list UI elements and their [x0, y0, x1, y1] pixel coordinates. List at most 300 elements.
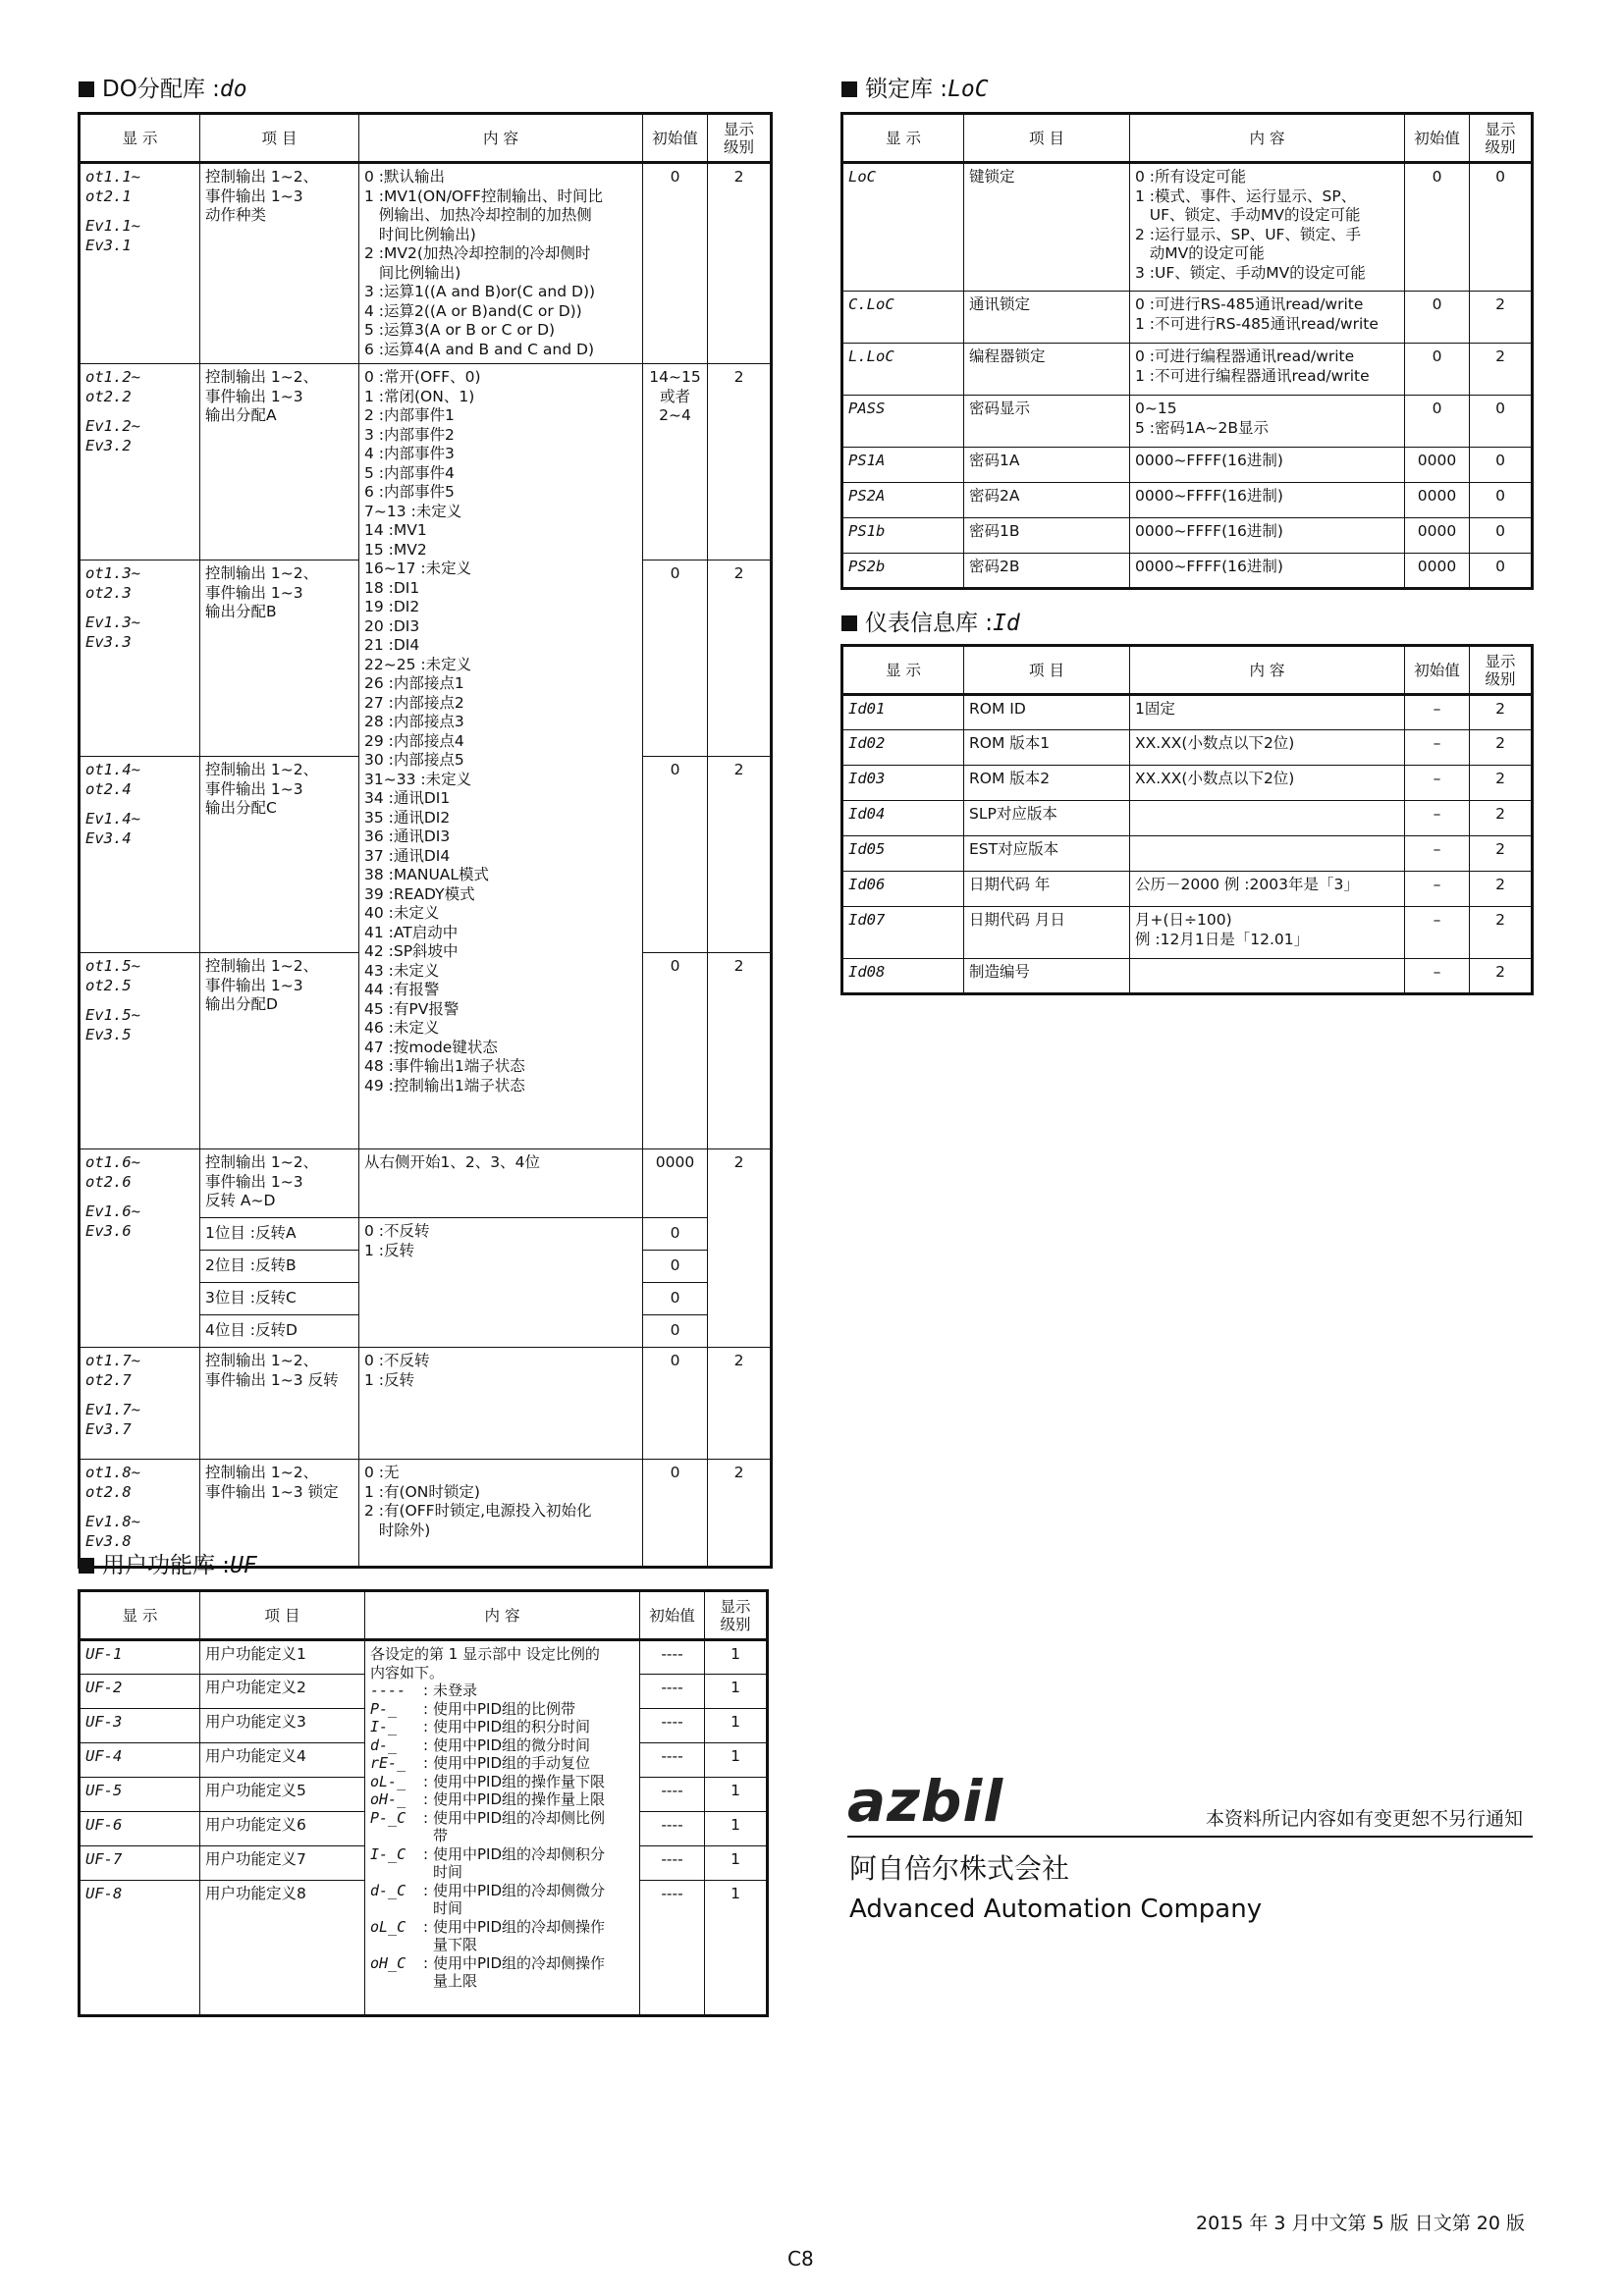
initial-cell: ----	[640, 1675, 705, 1709]
level-cell: 1	[705, 1675, 768, 1709]
square-bullet-icon	[79, 81, 94, 97]
display-code-cell	[80, 1149, 200, 1348]
item-cell: 制造编号	[964, 959, 1130, 994]
id-table	[840, 644, 1534, 995]
display-code: ot2.1	[85, 187, 132, 205]
text-line: 事件输出 1~3	[205, 387, 303, 405]
initial-cell: –	[1405, 872, 1470, 907]
item-cell: 3位目 :反转C	[200, 1283, 359, 1315]
colon: :	[423, 1735, 429, 1754]
table-row	[80, 364, 772, 561]
definition-item	[370, 1882, 634, 1918]
col-header-content: 内 容	[1130, 114, 1405, 163]
text-line: 39 :READY模式	[364, 884, 475, 903]
text-line: 使用中PID组的冷却侧操作	[433, 1953, 606, 1972]
level-cell: 2	[1470, 836, 1533, 872]
initial-cell: 0	[643, 561, 708, 757]
display-code: Ev3.4	[85, 828, 132, 847]
text-line: 7~13 :未定义	[364, 502, 462, 520]
display-code: ot1.4~	[85, 761, 140, 778]
item-cell: 编程器锁定	[964, 344, 1130, 396]
item-cell: 用户功能定义4	[200, 1743, 365, 1778]
text-line: 0 :无	[364, 1464, 400, 1481]
initial-cell: ----	[640, 1709, 705, 1743]
text-line: 控制输出 1~2、	[205, 1153, 319, 1171]
display-code: Ev1.7~	[85, 1401, 140, 1418]
level-cell: 2	[708, 561, 772, 757]
item-cell: ROM 版本2	[964, 766, 1130, 801]
loc-table	[840, 112, 1534, 590]
initial-cell: 0	[643, 163, 708, 364]
initial-cell: 0	[1405, 396, 1470, 448]
definition-text	[433, 1754, 590, 1773]
id-section-title: 仪表信息库 :Id	[841, 609, 1020, 638]
table-row	[842, 518, 1533, 554]
company-name-cn: 阿自倍尔株式会社	[849, 1852, 1070, 1885]
text-line: 0 :不反转	[364, 1222, 430, 1240]
item-cell: 密码2A	[964, 483, 1130, 518]
display-code: ot1.1~	[85, 168, 140, 186]
display-code: ot2.7	[85, 1370, 132, 1389]
initial-cell: 0	[643, 1348, 708, 1460]
text-line: 0000~FFFF(16进制)	[1135, 487, 1283, 505]
uf-section-title: 用户功能库 :UF	[79, 1551, 257, 1580]
text-line: 45 :有PV报警	[364, 999, 460, 1018]
display-code-cell	[80, 364, 200, 561]
content-cell	[359, 364, 643, 1149]
definition-symbol: oL-_	[370, 1772, 406, 1790]
divider	[847, 1836, 1533, 1838]
colon: :	[423, 1808, 429, 1827]
initial-cell: 0000	[1405, 518, 1470, 554]
content-cell	[365, 1640, 640, 2016]
initial-cell: –	[1405, 730, 1470, 766]
display-code-cell: UF-8	[80, 1881, 200, 2016]
col-header-initial: 初始值	[640, 1591, 705, 1640]
col-header-item: 项 目	[964, 114, 1130, 163]
definition-symbol: P-_	[370, 1699, 398, 1718]
table-row	[842, 907, 1533, 959]
text-line: 2 :MV2(加热冷却控制的冷却侧时	[364, 244, 591, 262]
square-bullet-icon	[841, 615, 857, 631]
text-line: 使用中PID组的手动复位	[433, 1754, 591, 1772]
level-cell: 2	[708, 1149, 772, 1348]
text-line: 事件输出 1~3 反转	[205, 1370, 339, 1389]
table-row	[842, 836, 1533, 872]
initial-cell: ----	[640, 1881, 705, 2016]
text-line: 例 :12月1日是「12.01」	[1135, 930, 1310, 948]
text-line: 19 :DI2	[364, 598, 420, 615]
text-line: 输出分配A	[205, 406, 277, 424]
item-cell: 密码1A	[964, 448, 1130, 483]
definition-text	[433, 1954, 605, 1991]
col-header-display: 显 示	[80, 114, 200, 163]
text-line: 20 :DI3	[364, 616, 420, 635]
level-cell: 2	[1470, 344, 1533, 396]
content-cell	[1130, 396, 1405, 448]
item-cell: 用户功能定义3	[200, 1709, 365, 1743]
definition-symbol: ----	[370, 1682, 406, 1699]
display-code: Ev3.8	[85, 1531, 132, 1550]
colon: :	[423, 1754, 429, 1772]
initial-cell: ----	[640, 1778, 705, 1812]
initial-cell: 0	[1405, 163, 1470, 292]
item-cell	[200, 163, 359, 364]
display-code: ot1.3~	[85, 564, 140, 582]
definition-text	[433, 1845, 605, 1882]
text-line: 34 :通讯DI1	[364, 789, 451, 807]
display-code: Ev1.2~	[85, 417, 140, 435]
text-line: 控制输出 1~2、	[205, 168, 319, 186]
initial-cell: 0000	[643, 1149, 708, 1218]
text-line: 时间	[433, 1863, 463, 1881]
level-cell: 0	[1470, 483, 1533, 518]
text-line: 未登录	[433, 1682, 478, 1699]
table-row	[842, 344, 1533, 396]
item-cell	[200, 757, 359, 953]
item-cell: 4位目 :反转D	[200, 1315, 359, 1348]
square-bullet-icon	[79, 1558, 94, 1574]
text-line: 1 :反转	[364, 1241, 415, 1259]
text-line: 控制输出 1~2、	[205, 1464, 319, 1481]
text-line: 14~15	[649, 368, 701, 386]
display-code: Ev1.4~	[85, 810, 140, 828]
text-line: 14 :MV1	[364, 521, 427, 539]
initial-cell: ----	[640, 1640, 705, 1675]
colon: :	[423, 1699, 429, 1718]
content-cell	[1130, 695, 1405, 730]
text-line: 控制输出 1~2、	[205, 957, 319, 975]
display-code: Ev1.1~	[85, 217, 140, 235]
initial-cell: 0000	[1405, 448, 1470, 483]
text-line: 16~17 :未定义	[364, 560, 472, 577]
level-cell: 2	[708, 1460, 772, 1568]
definition-symbol: P-_C	[370, 1808, 406, 1827]
text-line: 动作种类	[205, 206, 267, 224]
display-code-cell: UF-4	[80, 1743, 200, 1778]
text-line: 2 :内部事件1	[364, 406, 455, 424]
text-line: 时间	[433, 1899, 463, 1917]
level-cell: 0	[1470, 554, 1533, 589]
content-cell	[1130, 554, 1405, 589]
definition-item	[370, 1845, 634, 1882]
level-cell: 1	[705, 1881, 768, 2016]
display-code: ot1.8~	[85, 1464, 140, 1481]
text-line: 2 :运行显示、SP、UF、锁定、手	[1135, 225, 1361, 243]
azbil-logo: azbil	[847, 1768, 1004, 1835]
definition-item	[370, 1682, 634, 1700]
display-code-cell: PS2A	[842, 483, 964, 518]
table-row	[80, 163, 772, 364]
table-row	[842, 872, 1533, 907]
initial-cell: ----	[640, 1743, 705, 1778]
col-header-level: 显示级别	[705, 1591, 768, 1640]
display-code: ot1.7~	[85, 1352, 140, 1369]
text-line: 量下限	[433, 1936, 478, 1953]
col-header-level: 显示级别	[708, 114, 772, 163]
text-line: 27 :内部接点2	[364, 693, 464, 712]
colon: :	[423, 1790, 429, 1808]
text-line: 46 :未定义	[364, 1019, 440, 1037]
level-cell: 0	[1470, 518, 1533, 554]
text-line: 35 :通讯DI2	[364, 808, 451, 827]
text-line: 43 :未定义	[364, 961, 440, 980]
text-line: 各设定的第 1 显示部中 设定比例的	[370, 1645, 600, 1663]
display-code-cell: Id01	[842, 695, 964, 730]
level-cell: 2	[1470, 872, 1533, 907]
definition-text	[433, 1682, 477, 1700]
text-line: 18 :DI1	[364, 578, 420, 597]
display-code-cell: Id02	[842, 730, 964, 766]
text-line: 使用中PID组的操作量上限	[433, 1790, 606, 1808]
definition-symbol: rE-_	[370, 1754, 406, 1772]
col-header-item: 项 目	[200, 114, 359, 163]
text-line: 或者	[659, 387, 690, 405]
col-header-level: 显示级别	[1470, 646, 1533, 695]
initial-cell: –	[1405, 695, 1470, 730]
initial-cell: 0	[1405, 292, 1470, 344]
table-row	[80, 1149, 772, 1218]
display-code-cell: Id06	[842, 872, 964, 907]
company-name-en: Advanced Automation Company	[849, 1895, 1263, 1924]
display-code-cell: L.LoC	[842, 344, 964, 396]
text-line: 15 :MV2	[364, 540, 427, 559]
text-line: 49 :控制输出1端子状态	[364, 1076, 525, 1095]
text-line: 控制输出 1~2、	[205, 368, 319, 386]
text-line: 36 :通讯DI3	[364, 828, 451, 845]
text-line: 例输出、加热冷却控制的加热侧	[364, 206, 592, 224]
text-line: 控制输出 1~2、	[205, 761, 319, 778]
content-cell	[1130, 959, 1405, 994]
definition-symbol: I-_	[370, 1718, 398, 1735]
text-line: 2 :有(OFF时锁定,电源投入初始化	[364, 1502, 592, 1520]
text-line: 21 :DI4	[364, 636, 420, 654]
display-code-cell: PS1b	[842, 518, 964, 554]
level-cell: 1	[705, 1709, 768, 1743]
content-cell	[1130, 730, 1405, 766]
do-section-title: DO分配库 :do	[79, 75, 247, 104]
initial-cell: 0	[643, 1218, 708, 1251]
display-code: Ev3.6	[85, 1221, 132, 1240]
col-header-item: 项 目	[200, 1591, 365, 1640]
text-line: 44 :有报警	[364, 981, 440, 998]
col-header-display: 显 示	[842, 114, 964, 163]
text-line: 1 :有(ON时锁定)	[364, 1482, 480, 1501]
table-row	[842, 448, 1533, 483]
table-row	[842, 483, 1533, 518]
initial-cell: –	[1405, 836, 1470, 872]
item-cell: 键锁定	[964, 163, 1130, 292]
display-code-cell: PS1A	[842, 448, 964, 483]
definition-symbol: oL_C	[370, 1917, 406, 1936]
loc-section-title: 锁定库 :LoC	[841, 75, 989, 104]
table-row	[842, 396, 1533, 448]
colon: :	[423, 1844, 429, 1863]
level-cell: 2	[1470, 801, 1533, 836]
text-line: 29 :内部接点4	[364, 731, 464, 750]
item-cell: SLP对应版本	[964, 801, 1130, 836]
level-cell: 1	[705, 1640, 768, 1675]
edition-info: 2015 年 3 月中文第 5 版 日文第 20 版	[1196, 2213, 1526, 2234]
display-code: Ev3.5	[85, 1025, 132, 1043]
content-cell	[1130, 448, 1405, 483]
text-line: 1固定	[1135, 700, 1175, 718]
text-line: 1 :不可进行编程器通讯read/write	[1135, 366, 1370, 385]
content-cell	[359, 1348, 643, 1460]
level-cell: 0	[1470, 163, 1533, 292]
col-header-level: 显示级别	[1470, 114, 1533, 163]
text-line: 31~33 :未定义	[364, 770, 472, 788]
level-cell: 2	[1470, 766, 1533, 801]
initial-cell: 0	[1405, 344, 1470, 396]
display-code: Ev1.3~	[85, 614, 140, 631]
text-line: 0 :常开(OFF、0)	[364, 368, 481, 386]
display-code: ot2.5	[85, 976, 132, 994]
content-cell	[1130, 163, 1405, 292]
text-line: 0 :不反转	[364, 1352, 430, 1369]
level-cell: 2	[708, 757, 772, 953]
content-cell	[1130, 518, 1405, 554]
display-code-cell: UF-3	[80, 1709, 200, 1743]
text-line: 使用中PID组的积分时间	[433, 1718, 591, 1735]
display-code-cell	[80, 163, 200, 364]
level-cell: 2	[1470, 959, 1533, 994]
display-code-cell	[80, 757, 200, 953]
text-line: 输出分配D	[205, 995, 278, 1013]
level-cell: 2	[1470, 292, 1533, 344]
col-header-item: 项 目	[964, 646, 1130, 695]
text-line: 内容如下。	[370, 1663, 445, 1682]
text-line: 使用中PID组的比例带	[433, 1699, 576, 1718]
text-line: 时除外)	[364, 1521, 431, 1539]
level-cell: 0	[1470, 396, 1533, 448]
display-code-cell: Id03	[842, 766, 964, 801]
definition-symbol: d-_C	[370, 1881, 406, 1899]
level-cell: 0	[1470, 448, 1533, 483]
display-code-cell: Id04	[842, 801, 964, 836]
square-bullet-icon	[841, 81, 857, 97]
text-line: 3 :内部事件2	[364, 425, 455, 444]
initial-cell: 0	[643, 953, 708, 1149]
definition-symbol: oH-_	[370, 1790, 406, 1808]
text-line: 反转 A~D	[205, 1192, 276, 1209]
item-cell: ROM ID	[964, 695, 1130, 730]
definition-text	[433, 1790, 605, 1809]
definition-item	[370, 1736, 634, 1755]
text-line: 事件输出 1~3	[205, 187, 303, 205]
initial-cell: 0	[643, 1283, 708, 1315]
definition-item	[370, 1718, 634, 1736]
definition-text	[433, 1882, 605, 1918]
display-code: ot2.8	[85, 1482, 132, 1501]
definition-symbol: oH_C	[370, 1953, 406, 1972]
col-header-initial: 初始值	[643, 114, 708, 163]
text-line: 5 :内部事件4	[364, 463, 455, 482]
level-cell: 2	[1470, 695, 1533, 730]
colon: :	[423, 1718, 429, 1735]
display-code-cell: C.LoC	[842, 292, 964, 344]
initial-cell: –	[1405, 907, 1470, 959]
col-header-content: 内 容	[359, 114, 643, 163]
do-table	[78, 112, 773, 1569]
initial-cell: 0	[643, 757, 708, 953]
display-code: ot1.5~	[85, 957, 140, 975]
content-cell	[1130, 836, 1405, 872]
text-line: 输出分配C	[205, 799, 277, 817]
text-line: 41 :AT启动中	[364, 923, 459, 941]
initial-cell: 0	[643, 1460, 708, 1568]
col-header-content: 内 容	[1130, 646, 1405, 695]
initial-cell: 0	[643, 1315, 708, 1348]
col-header-initial: 初始值	[1405, 114, 1470, 163]
level-cell: 1	[705, 1778, 768, 1812]
colon: :	[423, 1682, 429, 1699]
text-line: 月+(日÷100)	[1135, 911, 1232, 929]
text-line: 使用中PID组的操作量下限	[433, 1772, 606, 1790]
change-notice: 本资料所记内容如有变更恕不另行通知	[1206, 1808, 1524, 1830]
text-line: 带	[433, 1827, 449, 1844]
level-cell: 1	[705, 1812, 768, 1846]
item-cell: 密码显示	[964, 396, 1130, 448]
content-cell: 从右侧开始1、2、3、4位	[359, 1149, 643, 1218]
display-code-cell: UF-1	[80, 1640, 200, 1675]
colon: :	[423, 1917, 429, 1936]
text-line: 事件输出 1~3	[205, 583, 303, 602]
text-line: XX.XX(小数点以下2位)	[1135, 770, 1295, 787]
table-row	[842, 695, 1533, 730]
table-row	[842, 801, 1533, 836]
item-cell: 用户功能定义5	[200, 1778, 365, 1812]
text-line: 控制输出 1~2、	[205, 564, 319, 582]
text-line: 38 :MANUAL模式	[364, 866, 490, 883]
text-line: 0 :所有设定可能	[1135, 168, 1247, 186]
text-line: 22~25 :未定义	[364, 655, 472, 673]
initial-cell: ----	[640, 1846, 705, 1881]
text-line: 5 :密码1A~2B显示	[1135, 418, 1269, 437]
text-line: 28 :内部接点3	[364, 713, 464, 730]
text-line: 公历－2000 例 :2003年是「3」	[1135, 876, 1359, 893]
text-line: 37 :通讯DI4	[364, 846, 451, 865]
item-cell	[200, 953, 359, 1149]
text-line: 动MV的设定可能	[1135, 244, 1265, 262]
definition-text	[433, 1718, 590, 1736]
text-line: UF、锁定、手动MV的设定可能	[1135, 206, 1361, 224]
colon: :	[423, 1881, 429, 1899]
text-line: 48 :事件输出1端子状态	[364, 1057, 525, 1075]
table-row	[842, 554, 1533, 589]
text-line: 事件输出 1~3 锁定	[205, 1482, 339, 1501]
text-line: 使用中PID组的冷却侧微分	[433, 1881, 606, 1899]
display-code-cell: Id08	[842, 959, 964, 994]
initial-cell: –	[1405, 959, 1470, 994]
display-code: Ev3.3	[85, 632, 132, 651]
display-code: ot2.2	[85, 387, 132, 405]
content-cell	[1130, 344, 1405, 396]
item-cell: 1位目 :反转A	[200, 1218, 359, 1251]
definition-item	[370, 1790, 634, 1809]
company-logo-block	[847, 1768, 1535, 1924]
display-code-cell: PASS	[842, 396, 964, 448]
text-line: 间比例输出)	[364, 263, 461, 282]
text-line: 42 :SP斜坡中	[364, 942, 459, 960]
initial-cell: –	[1405, 766, 1470, 801]
text-line: 事件输出 1~3	[205, 976, 303, 994]
item-cell: 密码2B	[964, 554, 1130, 589]
table-row	[842, 730, 1533, 766]
item-cell: 2位目 :反转B	[200, 1251, 359, 1283]
text-line: 事件输出 1~3	[205, 779, 303, 798]
item-cell: ROM 版本1	[964, 730, 1130, 766]
